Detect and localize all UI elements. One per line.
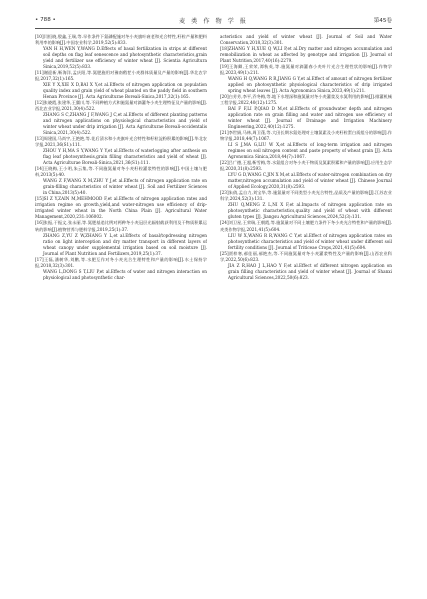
reference-english-text: JIA Z R,HAO J L,HAO Y F,et al.Effect of different nitrogen application on grain filling characteristics and yield of winter wheat [J]. Journal of Shanxi Agricultural Sciences,2022,50(6):823. [228, 262, 392, 280]
reference-english-text: WANG H Q,WANG R R,JIANG G Y,et al.Effect of amount of nitrogen fertilizer applied on photosynthetic physiological characteristics of drip irrigated spring wheat leaves [J]. Acta Agronomica Sinica,2023,49(1):211. [228, 76, 392, 94]
reference-primary-text [220, 64, 392, 76]
reference-primary-text [220, 94, 392, 106]
reference-entry [35, 166, 207, 196]
reference-number: [21] [220, 130, 229, 136]
running-header [35, 14, 392, 26]
reference-number: [18] [220, 46, 229, 52]
reference-primary-text [35, 220, 207, 232]
reference-text: SI Z Y,ZAIN M,MEHMOOD F,et al.Effects of nitrogen application rates and irrigation regime on growth,yield,and water-nitrogen use efficiency of drip-irrigated winter wheat in the North China Plain [J]. Agricultural Water Management,2020,231:106002. [35, 196, 207, 220]
reference-text: 吕广德,王超,靳雪梅,等.水氮组合对冬小麦干物质及氮素积累和产量的影响[J].应用生态学报,2020,31(8):2593. [220, 160, 392, 172]
reference-list-right [220, 34, 392, 281]
reference-primary-text [220, 130, 392, 142]
reference-number: [15] [35, 196, 44, 202]
reference-entry [220, 64, 392, 94]
reference-english-text: LIU W X,WANG R R,WANG C Y,et al.Effect of nitrogen application rates on photosynthetic characteristics and yield of winter wheat under different soil fertility conditions [J]. Journal of Triticeae Crops,2021,41(5):604. [228, 232, 392, 250]
reference-entry [220, 34, 392, 46]
reference-number: [16] [35, 220, 44, 226]
reference-primary-text [35, 257, 207, 269]
reference-english-text: WANG Z F,WANG X M,ZHU Y J,et al.Effects of nitrogen application rate on grain-filling characteristics of winter wheat [J]. Soil and Fertilizer Sciences in China,2013(5):40. [43, 178, 207, 196]
reference-entry [220, 46, 392, 64]
reference-number: [19] [220, 64, 229, 70]
reference-entry [220, 130, 392, 160]
reference-text: 周建国,马尚宇,王艳艳,等.花后渍水和小麦旗叶光合特性和籽粒淀粉积累的影响[J].华北农学报,2021,36(S1):111. [35, 136, 207, 148]
reference-number: [23] [220, 190, 229, 196]
reference-text: 白芳芳,李平,乔冬梅,等.地下水埋深和施氮量对冬小麦灌浆及水氮利用的影响[J].排灌机械工程学报,2022,40(12):1275. [220, 94, 392, 106]
reference-english-text: acteristics and yield of winter wheat [J]. Journal of Soil and Water Conservation,2018,32(3):301. [220, 34, 392, 46]
reference-primary-text [35, 166, 207, 178]
reference-text: 朱倩,孟自力,刘宝华,等.施氮量对不同类型小麦光合特性,品质及产量的影响[J].江苏农业科学,2024,52(3):131. [220, 190, 392, 202]
reference-text: 李世娟,马林,周卫蓬,等.大田长期水氮处理对土壤氮素及小麦籽粒蛋白质组分的影响[J].作物学报,2018,44(7):1067. [220, 130, 392, 142]
right-column [220, 34, 392, 582]
reference-entry [220, 220, 392, 250]
reference-english-text: ZHU Q,MENG Z L,NI X F,et al.Impacts of nitrogen application rate on photosynthetic characteristics,quality and yield of wheat with different gluten types [J]. Jiangsu Agricultural Sciences,2024,52(3):131. [228, 202, 392, 220]
reference-english-text: ZHANG Z,YU Z W,ZHANG Y L,et al.Effects of basal/topdressing nitrogen ratio on light interception and dry matter transport in different layers of wheat canopy under supplemental irrigation based on soil moisture [J]. Journal of Plant Nutrition and Fertilizers,2019,25(1):37. [43, 232, 207, 256]
reference-text: 王晓梅,王小明,朱云集,等.不同施氮量对冬小麦籽粒灌浆特性的影响[J].中国土壤与肥料,2013(5):40. [35, 166, 207, 178]
reference-number: [12] [35, 100, 44, 106]
volume-label: 第45卷 [373, 18, 392, 24]
reference-english-text: YAN H H,WEN Y,WANG D.Effects of basal fertilization in strips at different soil depths on flag leaf senescence and photosynthetic characteristics,grain yield and fertilizer use efficiency of winter wheat [J]. Scientia Agricultura Sinica,2019,52(5):833. [43, 46, 207, 70]
reference-entry [220, 251, 392, 281]
reference-entry [220, 94, 392, 130]
reference-primary-text [35, 196, 207, 220]
reference-number: [10] [35, 34, 44, 39]
page-number: • 788 • [35, 17, 56, 23]
reference-number: [25] [220, 250, 229, 256]
reference-primary-text [220, 46, 392, 64]
reference-list-left [35, 34, 207, 281]
reference-entry [35, 100, 207, 136]
reference-english-text: BAI F F,LI P,QIAO D M,et al.Effects of groundwater depth and nitrogen application rate on grain filling and water and nitrogen use efficiency of winter wheat [J]. Journal of Drainage and Irrigation Machinery Engineering,2022,40(12):1275. [228, 106, 392, 130]
reference-text: 张晓霞,张建华,王翼川,等.不同种植方式和施氮量对滴灌冬小麦生理特征及产量的影响[J].西北农业学报,2021,30(4):522. [35, 100, 207, 112]
reference-number: [17] [35, 256, 44, 262]
reference-primary-text [220, 220, 392, 232]
reference-number: [14] [35, 166, 44, 172]
reference-number: [24] [220, 220, 229, 226]
reference-text: ZHANG Y H,XUE Q W,LI P,et al.Dry matter and nitrogen accumulation and remobilization in wheat as affected by genotype and irrigation [J]. Journal of Plant Nutrition,2017,40(16):2279. [220, 46, 392, 64]
reference-primary-text [35, 136, 207, 148]
reference-primary-text [220, 160, 392, 172]
reference-entry [35, 220, 207, 256]
reference-text: 闫恒晓,殷鑫,王瑞,等.旱作条件下氮磷配施对冬小麦旗叶衰老和光合特性,籽粒产量和肥料利用率的影响[J].中国农业科学,2019,52(5):833. [35, 34, 207, 46]
reference-number: [20] [220, 94, 229, 100]
reference-text: 刘卫星,王荣瑞,王朝霞,等.施氮量对不同土壤肥力条件下冬小麦光合特性和产量的影响[J].麦类作物学报,2021,41(5):604. [220, 220, 392, 232]
reference-text: 张振,于振文,张永丽,等.氮肥基追比例对两种冬小麦冠层光辐射截获利用及干物质积累运转的影响[J].植物营养与肥料学报,2019,25(1):37. [35, 220, 207, 232]
reference-entry [35, 70, 207, 100]
reference-entry [220, 160, 392, 190]
reference-columns [35, 34, 392, 582]
reference-entry [220, 190, 392, 220]
reference-entry [35, 257, 207, 281]
reference-primary-text [35, 100, 207, 112]
reference-entry [35, 196, 207, 220]
reference-primary-text [220, 190, 392, 202]
reference-text: 谢迎新,靳海洋,孟庆阳,等.氮肥施用对豫南稻茬小麦群体质量及产量的影响[J].华北农学报,2017,32(1):165. [35, 70, 207, 82]
reference-entry [35, 136, 207, 166]
reference-text: 贾梓寒,郝佳丽,郝艳杰,等.不同施氮量对冬小麦灌浆特性及产量的影响[J].山西农业科学,2022,50(6):823. [220, 250, 392, 262]
reference-english-text: XIE Y X,XIE X D,BAI X Y,et al.Effects of nitrogen application on population quality index and grain yield of wheat planted on the paddy field in southern Henan Province [J]. Acta Agriculturae Boreali-Sinica,2017,32(1):165. [43, 82, 207, 100]
reference-entry [35, 34, 207, 70]
left-column [35, 34, 207, 582]
reference-primary-text [35, 34, 207, 46]
reference-english-text: WANG L,DONG S T,LIU P,et al.Effects of water and nitrogen interaction on physiological and photosynthetic char- [43, 268, 207, 280]
reference-primary-text [35, 70, 207, 82]
journal-title: 麦 类 作 物 学 报 [179, 17, 248, 25]
header-rule [35, 28, 392, 29]
reference-number: [11] [35, 70, 44, 76]
reference-number: [22] [220, 160, 229, 166]
reference-english-text: LI S J,MA G,LIU W X,et al.Effects of long-term irrigation and nitrogen regimes on soil nitrogen content and paste property of wheat grain [J]. Acta Agronomica Sinica,2018,44(7):1067. [228, 142, 392, 160]
reference-text: 王海卿,王荣荣,谭秋英,等.施氮量对滴灌春小麦叶片光合生理性状的影响[J].作物学报,2023,49(1):211. [220, 64, 392, 76]
reference-text: 王磊,潘树华,刘鹏,等.水肥互作对冬小麦光合生理特性和产量的影响[J].水土保持学报,2018,32(3):301. [35, 256, 207, 268]
reference-primary-text [220, 251, 392, 263]
reference-number: [13] [35, 136, 44, 142]
reference-english-text: ZHOU Y H,MA S Y,WANG Y Y,et al.Effects of waterlogging after anthesis on flag leaf photosynthesis,grain filling characteristics and yield of wheat [J]. Acta Agriculturae Boreali-Sinica,2021,36(S1):111. [43, 148, 207, 166]
reference-english-text: LYU G D,WANG C,JIN X M,et al.Effects of water-nitrogen combination on dry matter,nitrogen accumulation and yield of winter wheat [J]. Chinese Journal of Applied Ecology,2020,31(8):2593. [228, 172, 392, 190]
reference-english-text: ZHANG S C,ZHANG J F,WANG J C,et al.Effects of different planting patterns and nitrogen applications on physiological characteristics and yield of winter wheat under drip irrigation [J]. Acta Agriculturae Boreali-occidentalis Sinica,2021,30(4):522. [43, 112, 207, 136]
